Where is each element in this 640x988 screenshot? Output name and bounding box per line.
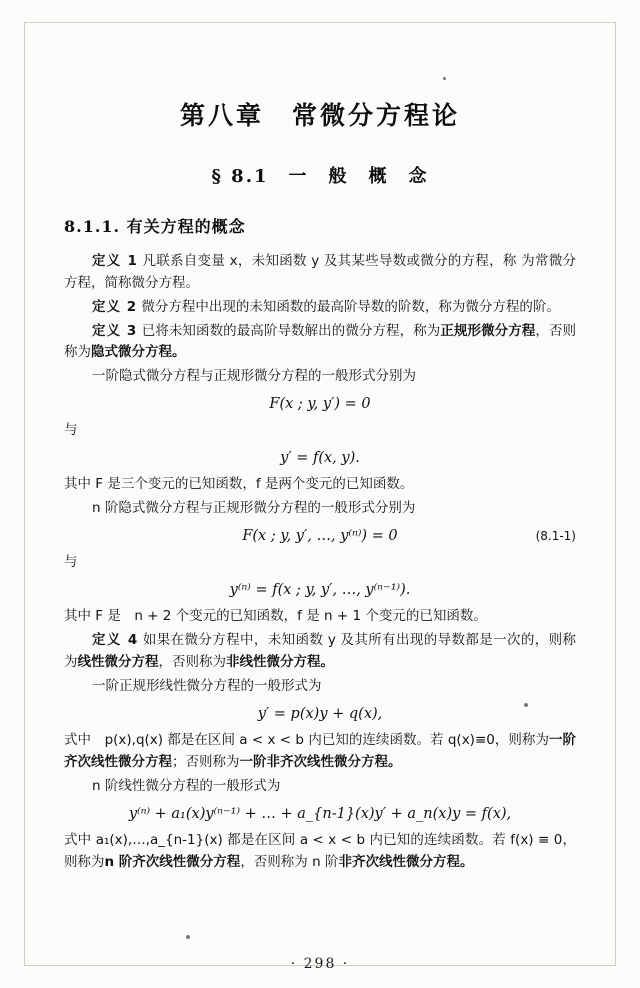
- formula-linear-n-order: y⁽ⁿ⁾ + a₁(x)y⁽ⁿ⁻¹⁾ + … + a_{n-1}(x)y′ + a_n(x)y = f(x),: [128, 805, 512, 822]
- definition-4-label: 定义 4: [92, 632, 139, 649]
- definition-3-paragraph: [64, 321, 576, 365]
- formula-number-8-1-1: (8.1-1): [535, 529, 576, 544]
- page-content: [64, 96, 576, 876]
- formula-normal-first-order: y′ = f(x, y).: [280, 450, 360, 467]
- explain-a-emphasis-a: n 阶齐次线性微分方程: [104, 853, 241, 870]
- definition-1-text: 凡联系自变量 x，未知函数 y 及其某些导数或微分的方程，称 为常微分方程，简称微分方程。: [64, 253, 576, 291]
- definition-4-emphasis-a: 线性微分方程: [77, 653, 159, 670]
- formula-implicit-first-order: F(x ; y, y′) = 0: [269, 396, 371, 413]
- page-number: · 298 ·: [290, 956, 350, 972]
- chapter-title: 第八章 常微分方程论: [179, 101, 460, 130]
- conjunction-yu-2: 与: [64, 554, 78, 571]
- definition-3-text-b: ，否则称为: [64, 322, 577, 361]
- scan-speck: [443, 77, 446, 80]
- definition-4-paragraph: [64, 630, 576, 674]
- first-order-intro: 一阶隐式微分方程与正规形微分方程的一般形式分别为: [92, 368, 416, 385]
- section-title: § 8.1 一 般 概 念: [211, 166, 429, 187]
- definition-4-text-a: 如果在微分方程中，未知函数 y 及其所有出现的导数都是一次的，则称为: [64, 632, 577, 670]
- n-order-intro: n 阶隐式微分方程与正规形微分方程的一般形式分别为: [92, 500, 416, 517]
- definition-3-label: 定义 3: [92, 322, 138, 339]
- definition-3-text-a: 已将未知函数的最高阶导数解出的微分方程，称为: [141, 322, 441, 339]
- conjunction-yu-1: 与: [64, 422, 78, 439]
- definition-3-emphasis-a: 正规形微分方程: [440, 322, 536, 339]
- definition-4-emphasis-b: 非线性微分方程。: [226, 653, 334, 670]
- explain-pq-text-b: ；否则称为: [172, 753, 240, 770]
- formula-normal-n-order: y⁽ⁿ⁾ = f(x ; y, y′, …, y⁽ⁿ⁻¹⁾).: [229, 581, 411, 598]
- explain-pq-paragraph: [64, 730, 576, 774]
- definition-4-text-b: ，否则称为: [158, 653, 226, 670]
- explain-a-emphasis-b: 非齐次线性微分方程。: [338, 853, 474, 870]
- explain-F-three-vars: 其中 F 是三个变元的已知函数，f 是两个变元的已知函数。: [64, 476, 414, 493]
- linear-n-order-intro: n 阶线性微分方程的一般形式为: [92, 777, 281, 794]
- formula-implicit-n-order-body: F(x ; y, y′, …, y⁽ⁿ⁾) = 0: [242, 528, 398, 545]
- explain-F-n-vars: 其中 F 是 n + 2 个变元的已知函数，f 是 n + 1 个变元的已知函数。: [64, 608, 487, 625]
- explain-a-text-a: 式中 a₁(x),…,a_{n-1}(x) 都是在区间 a < x < b 内已知的连续函数。若 f(x) ≡ 0，则称为: [64, 831, 576, 870]
- linear-first-order-intro: 一阶正规形线性微分方程的一般形式为: [92, 677, 322, 694]
- definition-3-emphasis-b: 隐式微分方程。: [91, 344, 186, 361]
- subsection-title: 8.1.1. 有关方程的概念: [64, 217, 246, 236]
- definition-2-label: 定义 2: [92, 298, 138, 315]
- explain-a-coefficients-paragraph: [64, 830, 576, 874]
- formula-linear-first-order: y′ = p(x)y + q(x),: [257, 705, 383, 722]
- definition-1-label: 定义 1: [92, 253, 138, 269]
- definition-2-text: 微分方程中出现的未知函数的最高阶导数的阶数，称为微分方程的阶。: [141, 298, 560, 315]
- definition-1-paragraph: [64, 251, 576, 295]
- explain-a-text-b: ，否则称为 n 阶: [240, 853, 339, 870]
- scan-speck: [186, 935, 190, 939]
- explain-pq-emphasis-b: 一阶非齐次线性微分方程。: [239, 753, 402, 770]
- explain-pq-emphasis-a: 一阶齐次线性微分方程: [64, 731, 576, 770]
- explain-pq-text-a: 式中 p(x),q(x) 都是在区间 a < x < b 内已知的连续函数。若 q(x)≡0，则称为: [64, 731, 549, 748]
- formula-implicit-n-order: [64, 526, 576, 546]
- definition-2-paragraph: [64, 297, 576, 319]
